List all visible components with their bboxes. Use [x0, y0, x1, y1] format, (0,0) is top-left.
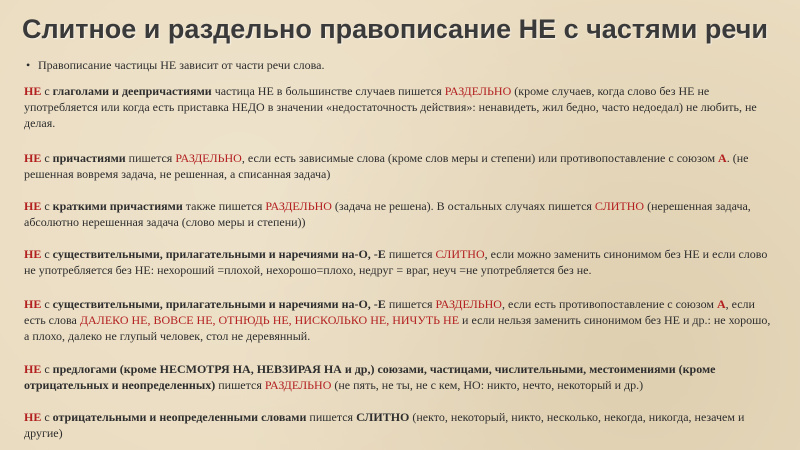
rule-text: . (не решенная вовремя задача, не решенная, а списанная задача)	[24, 151, 749, 181]
rule-keywords: ДАЛЕКО НЕ, ВОВСЕ НЕ, ОТНЮДЬ НЕ, НИСКОЛЬКО НЕ, НИЧУТЬ НЕ	[79, 313, 460, 327]
rule-text: , если можно заменить синонимом без НЕ и если слово не употребляется без НЕ: нехороший =плохой, нехорошо=плохо, недруг = враг, неуч =не употребляется без не.	[24, 247, 768, 277]
rule-topic: причастиями	[52, 151, 126, 165]
conjunction-a: А	[718, 151, 727, 165]
bullet-text: Правописание частицы НЕ зависит от части речи слова.	[38, 58, 325, 72]
rule-text: и если нельзя заменить синонимом без НЕ и др.: не хорошо, а плохо, далеко не глупый человек, стол не деревянный.	[24, 313, 771, 343]
conjunction-a: А	[716, 297, 726, 311]
rule-text: , если есть противопоставление с союзом	[501, 297, 717, 311]
rule-text: пишется	[306, 410, 357, 424]
rule-text: , если есть слова	[24, 297, 755, 327]
rule-nouns-adjectives-solid	[24, 246, 778, 278]
rule-spelling: РАЗДЕЛЬНО	[264, 378, 332, 392]
rule-spelling: РАЗДЕЛЬНО	[444, 84, 512, 98]
rule-topic: краткими причастиями	[52, 199, 183, 213]
rule-text: с	[41, 199, 53, 213]
ne-label: НЕ	[24, 362, 42, 376]
rule-spelling: СЛИТНО	[435, 247, 485, 261]
rule-text: с	[41, 84, 53, 98]
rule-topic: глаголами и деепричастиями	[52, 84, 212, 98]
rule-negative-words	[24, 409, 778, 441]
rule-text: пишется	[385, 247, 436, 261]
ne-label: НЕ	[24, 297, 42, 311]
rule-short-participles	[24, 198, 778, 230]
rule-topic: отрицательными и неопределенными словами	[52, 410, 307, 424]
rule-text: , если есть зависимые слова (кроме слов меры и степени) или противопоставление с союзом	[241, 151, 719, 165]
rule-spelling: РАЗДЕЛЬНО	[265, 199, 332, 213]
ne-label: НЕ	[24, 151, 42, 165]
rule-verbs	[24, 83, 778, 131]
rule-topic: существительными, прилагательными и наречиями на-О, -Е	[52, 247, 386, 261]
rule-text: также пишется	[182, 199, 266, 213]
rule-text: с	[41, 362, 53, 376]
rule-text: пишется	[125, 151, 176, 165]
rule-text: (кроме случаев, когда слово без НЕ не употребляется или когда есть приставка НЕДО в значении «недостаточность действия»: ненавидеть, жил бедно, часто недоедал) не любить, не делая.	[24, 84, 757, 130]
rule-spelling: РАЗДЕЛЬНО	[175, 151, 242, 165]
ne-label: НЕ	[24, 247, 42, 261]
rule-spelling: СЛИТНО	[356, 410, 410, 424]
rule-participles	[24, 150, 778, 182]
rule-text: пишется	[215, 378, 265, 392]
rule-text: с	[41, 247, 53, 261]
rule-text: с	[41, 151, 53, 165]
ne-label: НЕ	[24, 84, 42, 98]
rule-topic: существительными, прилагательными и наречиями на-О, -Е	[52, 297, 386, 311]
bullet-dot-icon: •	[26, 58, 31, 72]
ne-label: НЕ	[24, 410, 42, 424]
rule-text: (не пять, не ты, не с кем, НО: никто, нечто, некоторый и др.)	[331, 378, 644, 392]
rule-text: с	[41, 410, 53, 424]
rule-text: пишется	[385, 297, 436, 311]
slide-title: Слитное и раздельно правописание НЕ с частями речи	[22, 14, 768, 44]
rule-spelling: СЛИТНО	[594, 199, 645, 213]
rule-nouns-adjectives-separate	[24, 296, 778, 344]
rule-text: с	[41, 297, 53, 311]
rule-text: частица НЕ в большинстве случаев пишется	[211, 84, 445, 98]
rule-spelling: РАЗДЕЛЬНО	[435, 297, 502, 311]
rule-text: (нерешенная задача, абсолютно нерешенная задача (слово меры и степени))	[24, 199, 751, 229]
rule-prepositions	[24, 361, 778, 393]
bullet-item	[26, 58, 324, 73]
rule-topic: предлогами (кроме НЕСМОТРЯ НА, НЕВЗИРАЯ НА и др,) союзами, частицами, числительными, местоимениями (кроме отрицательных и неопределенных)	[24, 362, 716, 392]
rule-text: (задача не решена). В остальных случаях пишется	[331, 199, 595, 213]
rule-text: (некто, некоторый, никто, несколько, некогда, никогда, незачем и другие)	[24, 410, 745, 440]
ne-label: НЕ	[24, 199, 42, 213]
